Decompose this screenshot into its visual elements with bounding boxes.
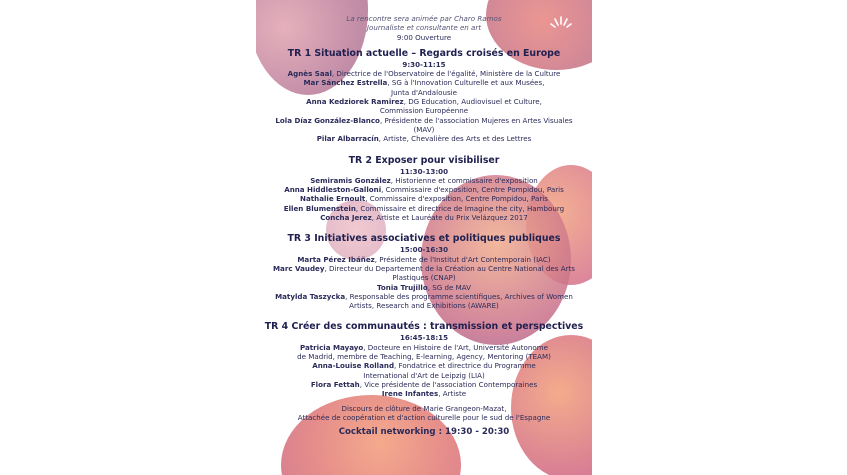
speaker-line	[256, 292, 592, 301]
session-time: 15:00-16:30	[399, 245, 449, 255]
closing-speaker-role: Attachée de coopération et d'action culturelle pour le sud de l'Espagne	[297, 412, 551, 422]
session-time: 11:30-13:00	[399, 166, 449, 176]
speaker-line	[256, 116, 592, 125]
speaker-role: , Directeur du Departement de la Création au Centre National des Arts	[324, 263, 575, 273]
speaker-line	[256, 343, 592, 352]
speaker-name: Nathalie Ernoult	[300, 194, 366, 204]
session-title: TR 1 Situation actuelle – Regards croisés en Europe	[287, 47, 561, 59]
speaker-name: Marta Pérez Ibáñez	[297, 254, 375, 264]
speaker-role: , Artiste, Chevalière des Arts et des Lettres	[378, 134, 532, 144]
speaker-role: Junta d'Andalousie	[391, 87, 457, 97]
speaker-role: Plastiques (CNAP)	[392, 273, 456, 283]
speaker-name: Mar Sánchez Estrella	[303, 78, 388, 88]
speaker-role: , Commissaire et directrice de Imagine the city, Hambourg	[355, 203, 565, 213]
cocktail-label: Cocktail networking	[338, 427, 436, 438]
speaker-role: , Vice présidente de l'association Contemporaines	[359, 379, 538, 389]
speaker-name: Flora Fettah	[310, 379, 360, 389]
session-block	[256, 144, 592, 223]
program-page	[256, 0, 592, 475]
speaker-role: , Commissaire d'exposition, Centre Pompidou, Paris	[381, 185, 564, 195]
speaker-name: Agnès Saal	[287, 69, 332, 79]
speaker-line	[256, 380, 592, 389]
speaker-line	[256, 264, 592, 273]
speaker-role: , Présidente de l'association Mujeres en Artes Visuales	[379, 115, 573, 125]
moderator-title: Journaliste et consultante en art	[366, 23, 482, 33]
speaker-line	[256, 69, 592, 78]
speaker-name: Tonia Trujillo	[377, 282, 428, 292]
cocktail-time: : 19:30 - 20:30	[435, 427, 510, 438]
speaker-name: Semiramis González	[310, 175, 391, 185]
speaker-name: Ellen Blumenstein	[283, 203, 356, 213]
speaker-role: , Responsable des programme scientifiques, Archives of Women	[345, 291, 573, 301]
speaker-role: , Historienne et commissaire d'exposition	[390, 175, 538, 185]
session-title: TR 3 Initiatives associatives et politiques publiques	[287, 233, 561, 245]
speaker-name: Marc Vaudey	[273, 263, 325, 273]
speaker-line	[256, 106, 592, 115]
speaker-role: (MAV)	[413, 124, 435, 134]
speaker-line	[256, 88, 592, 97]
sessions-list	[256, 48, 592, 399]
speaker-name: Irene Infantes	[381, 389, 439, 399]
session-block	[256, 222, 592, 310]
speaker-role: , Artiste et Lauréate du Prix Velázquez 2017	[371, 213, 528, 223]
speaker-role: , Directrice de l'Observatoire de l'égalité, Ministère de la Culture	[331, 69, 561, 79]
speaker-line	[256, 176, 592, 185]
session-time: 9:30-11:15	[402, 59, 446, 69]
session-title: TR 2 Exposer pour visibiliser	[348, 154, 500, 166]
speaker-line	[256, 389, 592, 398]
speaker-name: Pilar Albarracín	[316, 134, 379, 144]
speaker-line	[256, 213, 592, 222]
speaker-role: , Fondatrice et directrice du Programme	[394, 361, 536, 371]
speaker-role: International d'Art de Leipzig (LIA)	[363, 370, 485, 380]
speaker-name: Anna Hiddleston-Galloni	[284, 185, 382, 195]
speaker-name: Concha Jerez	[320, 213, 372, 223]
speaker-line	[256, 78, 592, 87]
speaker-name: Anna Kedziorek Ramirez	[306, 97, 404, 107]
speaker-name: Lola Díaz González-Blanco	[275, 115, 380, 125]
moderator-line: La rencontre sera animée par Charo Ramos	[346, 14, 502, 23]
speaker-role: , Artiste	[438, 389, 467, 399]
session-title: TR 4 Créer des communautés : transmission et perspectives	[264, 321, 584, 333]
speaker-role: Artists, Research and Exhibitions (AWARE)	[349, 301, 499, 311]
speaker-line	[256, 204, 592, 213]
speaker-name: Patricia Mayayo	[299, 342, 364, 352]
speaker-line	[256, 255, 592, 264]
speaker-line	[256, 97, 592, 106]
closing-speech: Discours de clôture de Marie Grangeon-Mazat,	[341, 403, 507, 413]
speaker-name: Matylda Taszycka	[275, 291, 346, 301]
speaker-line	[256, 185, 592, 194]
program-content	[256, 14, 592, 437]
speaker-name: Anna-Louise Rolland	[312, 361, 395, 371]
session-block	[256, 310, 592, 398]
session-block	[256, 48, 592, 144]
speaker-role: de Madrid, membre de Teaching, E-learning, Agency, Mentoring (TEAM)	[297, 352, 551, 362]
speaker-line	[256, 371, 592, 380]
speaker-line	[256, 125, 592, 134]
speaker-role: , DG Education, Audiovisuel et Culture,	[403, 97, 542, 107]
speaker-line	[256, 273, 592, 282]
speaker-role: Commission Européenne	[379, 106, 469, 116]
speaker-line	[256, 352, 592, 361]
cocktail-line	[256, 428, 592, 437]
speaker-role: , Docteure en Histoire de l'Art, Université Autonome	[363, 342, 549, 352]
speaker-line	[256, 301, 592, 310]
speaker-line	[256, 194, 592, 203]
speaker-role: , Commissaire d'exposition, Centre Pompidou, Paris	[365, 194, 548, 204]
speaker-line	[256, 134, 592, 143]
speaker-role: , SG à l'Innovation Culturelle et aux Musées,	[387, 78, 545, 88]
speaker-role: , SG de MAV	[427, 282, 471, 292]
speaker-role: , Présidente de l'Institut d'Art Contemporain (IAC)	[374, 254, 551, 264]
speaker-line	[256, 283, 592, 292]
session-time: 16:45-18:15	[399, 333, 449, 343]
opening-time: 9:00 Ouverture	[396, 32, 452, 42]
speaker-line	[256, 361, 592, 370]
